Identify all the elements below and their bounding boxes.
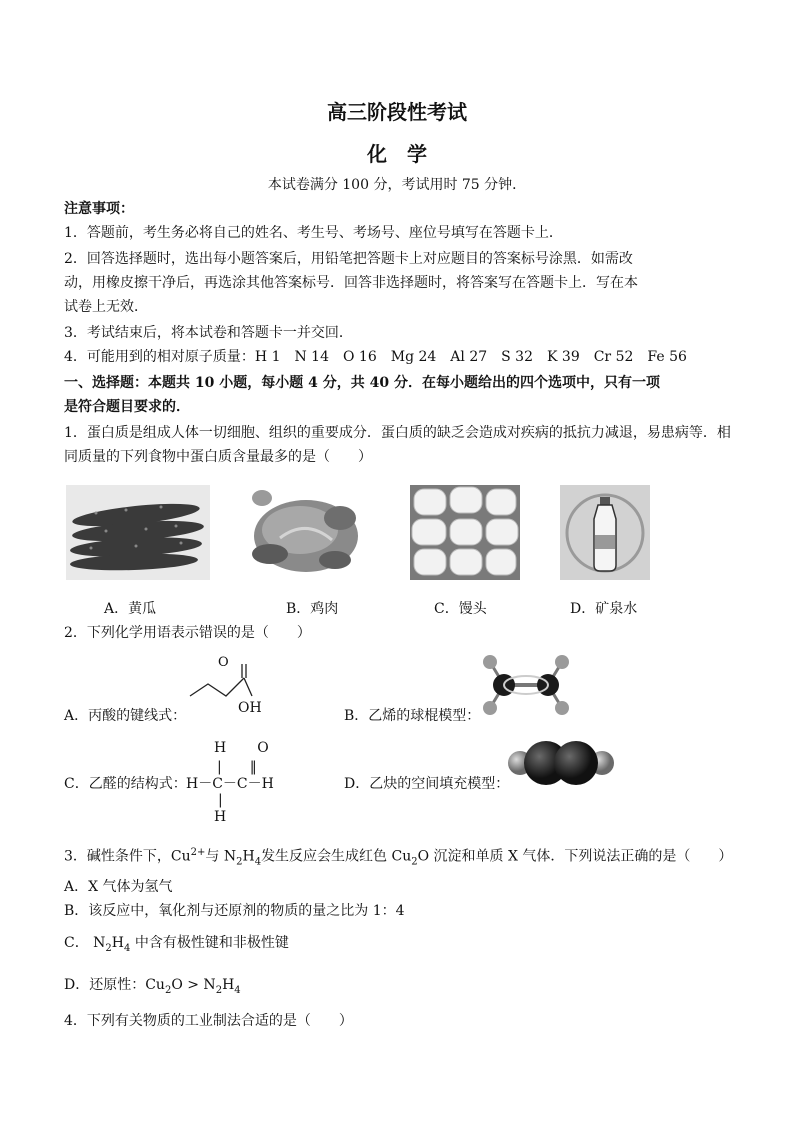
note-line: 1．答题前，考生务必将自己的姓名、考生号、考场号、座位号填写在答题卡上． xyxy=(64,225,563,241)
note-line: 3．考试结束后，将本试卷和答题卡一并交回． xyxy=(64,325,353,341)
note-line: 动，用橡皮擦干净后，再选涂其他答案标号．回答非选择题时，将答案写在答题卡上．写在本 xyxy=(64,275,638,291)
q2-o-label: O xyxy=(218,655,229,670)
q3-option-b: B．该反应中，氧化剂与还原剂的物质的量之比为 1：4 xyxy=(64,903,405,919)
q3-option-c: C． $N_2H_4$ 中含有极性键和非极性键 xyxy=(64,935,289,954)
chicken-image xyxy=(240,478,368,580)
ethylene-ball-stick-model xyxy=(478,650,578,720)
q1-option-b: B．鸡肉 xyxy=(286,601,339,617)
exam-info: 本试卷满分 100 分，考试用时 75 分钟． xyxy=(267,177,527,193)
q1-option-d: D．矿泉水 xyxy=(570,601,638,617)
aldehyde-row-5: H xyxy=(214,809,227,825)
aldehyde-row-2: | ‖ xyxy=(217,759,257,775)
notes-heading: 注意事项： xyxy=(64,201,134,217)
q2-option-b: B．乙烯的球棍模型： xyxy=(344,708,481,724)
mineral-water-image xyxy=(560,485,650,580)
q1-option-c: C．馒头 xyxy=(434,601,487,617)
aldehyde-row-4: | xyxy=(218,792,223,808)
section-heading: 一、选择题：本题共 10 小题，每小题 4 分，共 40 分．在每小题给出的四个选项中，只有一项 xyxy=(64,375,660,391)
q3-option-d: D．还原性：$Cu_2O > N_2H_4$ xyxy=(64,977,241,996)
q3-stem: 3．碱性条件下，$Cu^{2+}$与 $N_2H_4$发生反应会生成红色 $Cu_2O$ 沉淀和单质 X 气体．下列说法正确的是（ ） xyxy=(64,847,733,868)
q2-oh-label: OH xyxy=(238,700,262,716)
note-line: 2．回答选择题时，选出每小题答案后，用铅笔把答题卡上对应题目的答案标号涂黑．如需改 xyxy=(64,251,633,267)
q2-option-a: A．丙酸的键线式： xyxy=(64,708,187,724)
q2-stem: 2．下列化学用语表示错误的是（ ） xyxy=(64,625,311,641)
q1-stem: 1．蛋白质是组成人体一切细胞、组织的重要成分．蛋白质的缺乏会造成对疾病的抵抗力减退，易患病等．相 xyxy=(64,425,731,441)
q4-stem: 4．下列有关物质的工业制法合适的是（ ） xyxy=(64,1013,353,1029)
note-line: 4．可能用到的相对原子质量：H 1 N 14 O 16 Mg 24 Al 27 S 32 K 39 Cr 52 Fe 56 xyxy=(64,349,687,365)
q1-option-a: A．黄瓜 xyxy=(104,601,157,617)
acetylene-space-filling-model xyxy=(506,738,616,788)
q3-option-a: A．X 气体为氢气 xyxy=(64,879,173,895)
aldehyde-row-1: H O xyxy=(214,740,270,756)
note-line: 试卷上无效． xyxy=(64,299,148,315)
q2-option-d: D．乙炔的空间填充模型： xyxy=(344,776,510,792)
cucumber-image xyxy=(66,485,210,580)
aldehyde-row-3: H－C－C－H xyxy=(186,776,274,792)
exam-title: 高三阶段性考试 xyxy=(327,100,467,124)
section-heading-cont: 是符合题目要求的． xyxy=(64,399,190,415)
steamed-bun-image xyxy=(410,485,520,580)
q1-stem-cont: 同质量的下列食物中蛋白质含量最多的是（ ） xyxy=(64,449,372,465)
subject-title: 化 学 xyxy=(367,142,427,166)
q2-option-c: C．乙醛的结构式： xyxy=(64,776,187,792)
